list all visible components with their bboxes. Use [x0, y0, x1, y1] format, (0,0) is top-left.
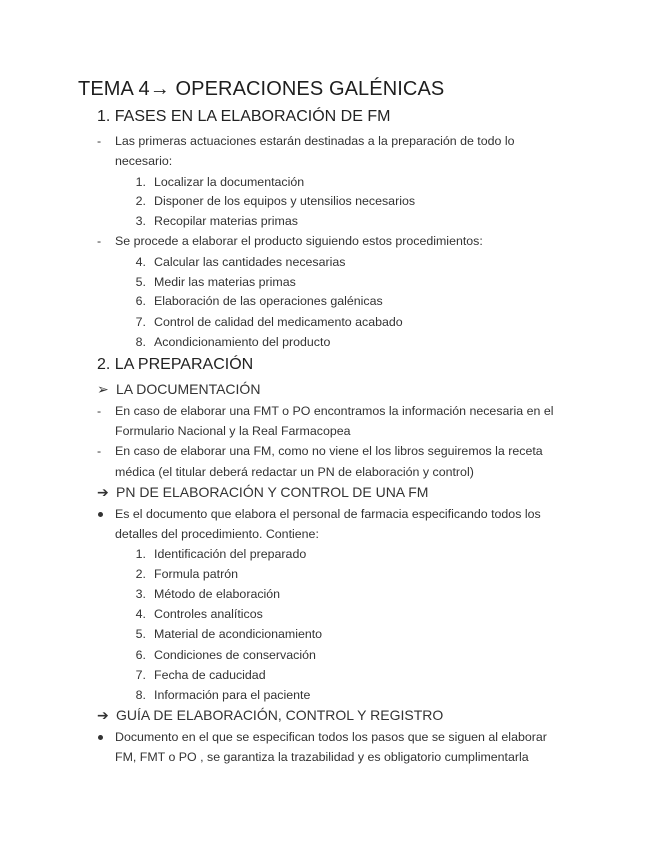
- paragraph-line: En caso de elaborar una FM, como no viene el los libros seguiremos la receta: [115, 444, 543, 458]
- list-item: Control de calidad del medicamento acabado: [154, 315, 403, 329]
- paragraph-line: FM, FMT o PO , se garantiza la trazabilidad y es obligatorio cumplimentarla: [115, 750, 529, 764]
- section-1-heading: 1. FASES EN LA ELABORACIÓN DE FM: [97, 108, 391, 125]
- dash-marker: -: [97, 234, 102, 248]
- bullet-dot: [98, 512, 103, 517]
- paragraph-line: Formulario Nacional y la Real Farmacopea: [115, 424, 351, 438]
- paragraph-line: Documento en el que se especifican todos los pasos que se siguen al elaborar: [115, 730, 547, 744]
- paragraph-line: Las primeras actuaciones estarán destinadas a la preparación de todo lo: [115, 134, 515, 148]
- list-number: 4.: [135, 255, 146, 269]
- list-item: Acondicionamiento del producto: [154, 335, 331, 349]
- list-number: 1.: [135, 547, 146, 561]
- paragraph-line: detalles del procedimiento. Contiene:: [115, 527, 319, 541]
- arrow-marker: ➔: [97, 707, 109, 723]
- paragraph-line: necesario:: [115, 154, 173, 168]
- list-item: Condiciones de conservación: [154, 648, 316, 662]
- paragraph-line: Es el documento que elabora el personal de farmacia especificando todos los: [115, 507, 541, 521]
- list-number: 8.: [135, 688, 146, 702]
- paragraph-line: En caso de elaborar una FMT o PO encontramos la información necesaria en el: [115, 404, 554, 418]
- bullet-dot: [98, 735, 103, 740]
- list-item: Identificación del preparado: [154, 547, 307, 561]
- list-item: Información para el paciente: [154, 688, 311, 702]
- subsection-heading: GUÍA DE ELABORACIÓN, CONTROL Y REGISTRO: [116, 707, 444, 723]
- subsection-heading: LA DOCUMENTACIÓN: [116, 381, 261, 397]
- list-item: Material de acondicionamiento: [154, 627, 323, 641]
- list-item: Disponer de los equipos y utensilios necesarios: [154, 194, 416, 208]
- list-item: Recopilar materias primas: [154, 214, 298, 228]
- arrow-marker: ➔: [97, 484, 109, 500]
- list-number: 7.: [135, 315, 146, 329]
- dash-marker: -: [97, 444, 102, 458]
- paragraph-line: Se procede a elaborar el producto siguiendo estos procedimientos:: [115, 234, 483, 248]
- list-item: Localizar la documentación: [154, 175, 305, 189]
- list-item: Elaboración de las operaciones galénicas: [154, 294, 383, 308]
- list-number: 2.: [135, 567, 146, 581]
- arrow-marker: ➢: [97, 381, 109, 397]
- list-item: Formula patrón: [154, 567, 239, 581]
- list-item: Método de elaboración: [154, 587, 281, 601]
- list-number: 6.: [135, 294, 146, 308]
- list-number: 5.: [135, 627, 146, 641]
- list-number: 1.: [135, 175, 146, 189]
- list-item: Calcular las cantidades necesarias: [154, 255, 346, 269]
- list-number: 3.: [135, 214, 146, 228]
- dash-marker: -: [97, 404, 102, 418]
- list-number: 2.: [135, 194, 146, 208]
- list-number: 4.: [135, 607, 146, 621]
- list-item: Medir las materias primas: [154, 275, 296, 289]
- list-number: 5.: [135, 275, 146, 289]
- section-2-heading: 2. LA PREPARACIÓN: [97, 356, 254, 373]
- page-title: TEMA 4→ OPERACIONES GALÉNICAS: [78, 78, 445, 100]
- paragraph-line: médica (el titular deberá redactar un PN de elaboración y control): [115, 465, 474, 479]
- list-number: 7.: [135, 668, 146, 682]
- subsection-heading: PN DE ELABORACIÓN Y CONTROL DE UNA FM: [116, 484, 429, 500]
- dash-marker: -: [97, 134, 102, 148]
- list-number: 8.: [135, 335, 146, 349]
- list-number: 3.: [135, 587, 146, 601]
- list-number: 6.: [135, 648, 146, 662]
- list-item: Controles analíticos: [154, 607, 263, 621]
- list-item: Fecha de caducidad: [154, 668, 266, 682]
